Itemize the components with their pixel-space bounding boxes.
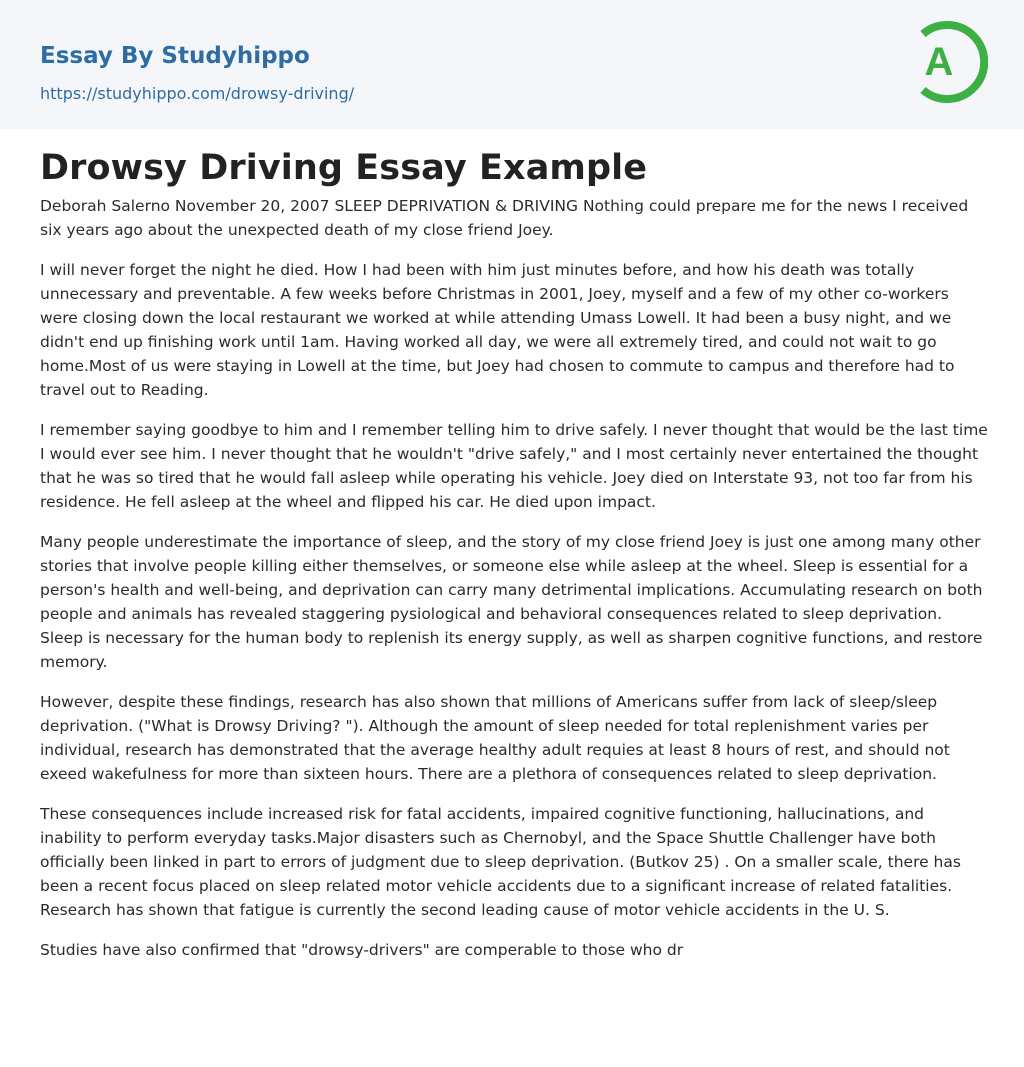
article-paragraph: These consequences include increased risk for fatal accidents, impaired cognitive functioning, hallucinations, and inability to perform everyday tasks.Major disasters such as Chernobyl, and the Space Shuttle Challenger have both officially been linked in part to errors of judgment due to sleep deprivation. (Butkov 25) . On a smaller scale, there has been a recent focus placed on sleep related motor vehicle accidents due to a significant increase of related fatalities. Research has shown that fatigue is currently the second leading cause of motor vehicle accidents in the U. S. bbox=[40, 805, 961, 919]
article-paragraph: Many people underestimate the importance of sleep, and the story of my close friend Joey is just one among many other stories that involve people killing either themselves, or someone else while asleep at the wheel. Sleep is essential for a person's health and well-being, and deprivation can carry many detrimental implications. Accumulating research on both people and animals has revealed staggering pysiological and behavioral consequences related to sleep deprivation. Sleep is necessary for the human body to replenish its energy supply, as well as sharpen cognitive functions, and restore memory. bbox=[40, 533, 983, 671]
article-paragraph: Deborah Salerno November 20, 2007 SLEEP DEPRIVATION & DRIVING Nothing could prepare me for the news I received six years ago about the unexpected death of my close friend Joey. bbox=[40, 197, 969, 239]
article-paragraph: I remember saying goodbye to him and I remember telling him to drive safely. I never thought that would be the last time I would ever see him. I never thought that he wouldn't "drive safely," and I most certainly never entertained the thought that he was so tired that he would fall asleep while operating his vehicle. Joey died on Interstate 93, not too far from his residence. He fell asleep at the wheel and flipped his car. He died upon impact. bbox=[40, 421, 988, 511]
site-header bbox=[0, 0, 1024, 129]
article-paragraph: I will never forget the night he died. How I had been with him just minutes before, and how his death was totally unnecessary and preventable. A few weeks before Christmas in 2001, Joey, myself and a few of my other co-workers were closing down the local restaurant we worked at while attending Umass Lowell. It had been a busy night, and we didn't end up finishing work until 1am. Having worked all day, we were all extremely tired, and could not wait to go home.Most of us were staying in Lowell at the time, but Joey had chosen to commute to campus and therefore had to travel out to Reading. bbox=[40, 261, 955, 399]
source-url-link[interactable]: https://studyhippo.com/drowsy-driving/ bbox=[40, 84, 355, 103]
article-paragraph: Studies have also confirmed that "drowsy-drivers" are comperable to those who dr bbox=[40, 941, 684, 959]
page-title: Drowsy Driving Essay Example bbox=[40, 148, 648, 188]
studyhippo-logo-icon[interactable] bbox=[908, 18, 988, 106]
logo-letter: A bbox=[924, 40, 954, 84]
article-paragraph: However, despite these findings, research has also shown that millions of Americans suffer from lack of sleep/sleep deprivation. ("What is Drowsy Driving? "). Although the amount of sleep needed for total replenishment varies per individual, research has demonstrated that the average healthy adult requies at least 8 hours of rest, and should not exeed wakefulness for more than sixteen hours. There are a plethora of consequences related to sleep deprivation. bbox=[40, 693, 950, 783]
site-brand[interactable]: Essay By Studyhippo bbox=[40, 43, 310, 69]
article-body bbox=[40, 194, 988, 978]
